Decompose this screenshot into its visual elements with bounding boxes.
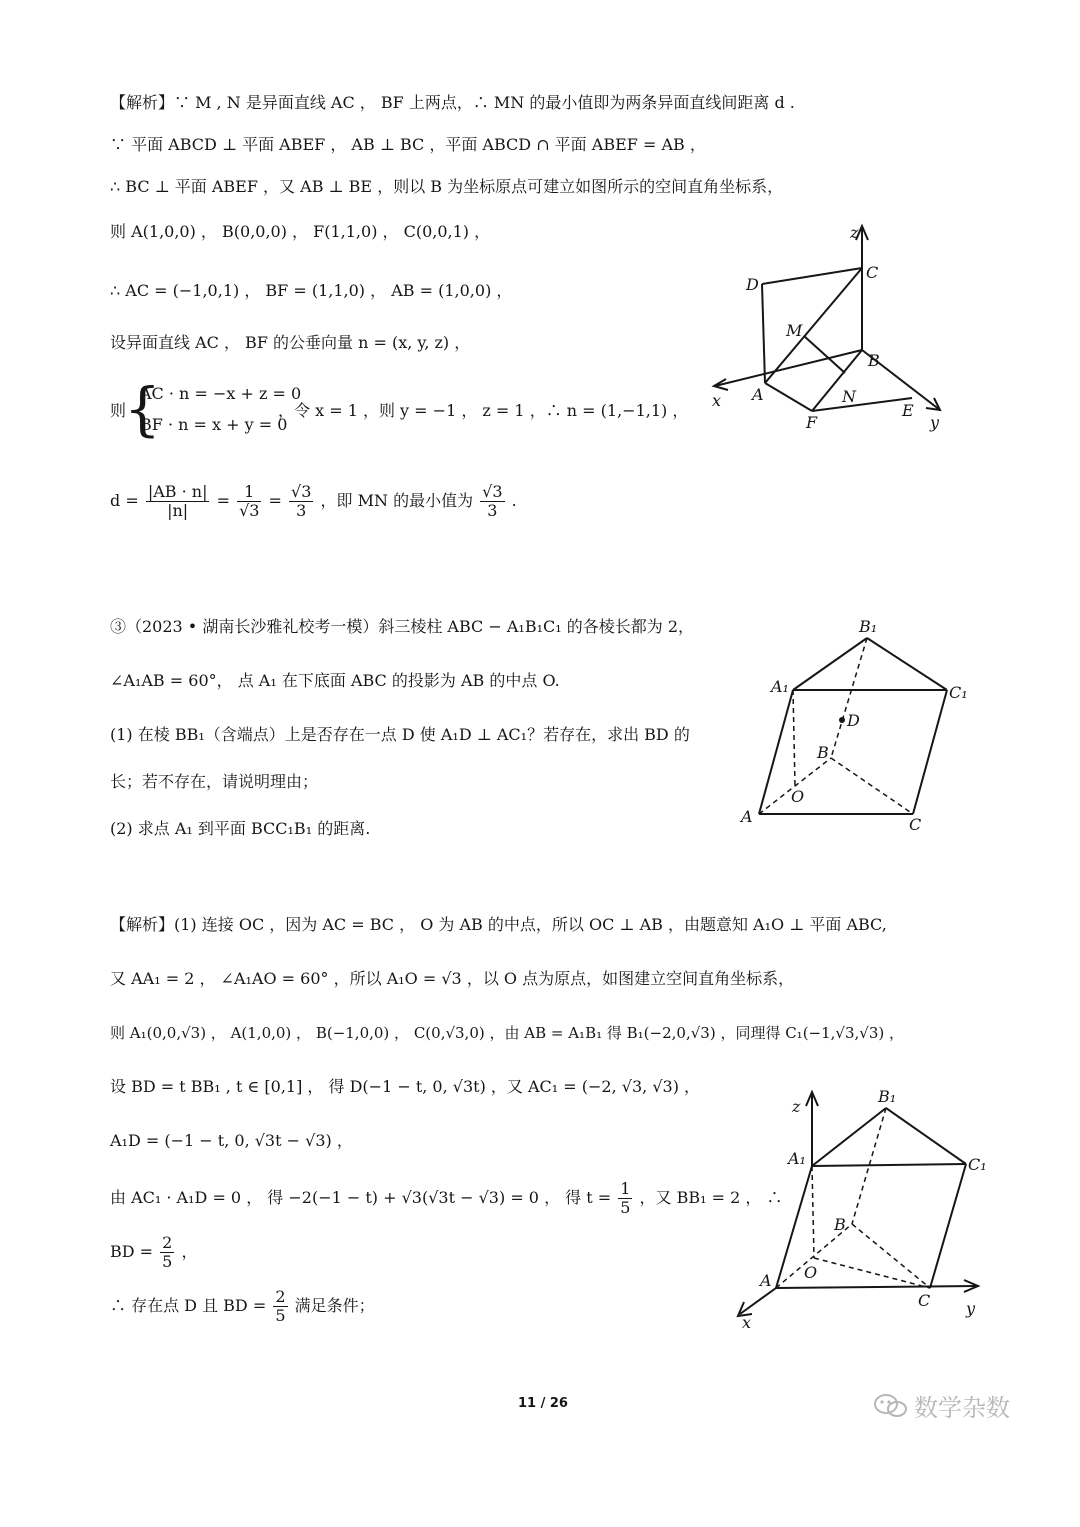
label-B: B [868,351,880,370]
fraction-denominator: 5 [620,1198,631,1217]
sol1-line-1: 【解析】∵ M , N 是异面直线 AC ， BF 上两点，∴ MN 的最小值即为两条异面直线间距离 d . [110,93,795,112]
sol1-line-6: 设异面直线 AC ， BF 的公垂向量 n = (x, y, z) ， [110,333,471,352]
label-A: A [741,807,753,826]
equals-sign: = [268,491,282,510]
label-z: z [792,1097,801,1116]
prob3-line-4: 长；若不存在，请说明理由； [110,772,319,791]
label-B1: B₁ [859,617,878,636]
period: . [511,491,517,510]
system-brace: { [124,375,161,443]
fraction-numerator: 2 [162,1233,173,1252]
conclusion-tail: 满足条件； [294,1296,375,1315]
sol1-line-3: ∴ BC ⊥ 平面 ABEF ，又 AB ⊥ BE ，则以 B 为坐标原点可建立如图所示的空间直角坐标系， [110,177,784,196]
label-x: x [712,391,722,410]
label-C: C [909,815,922,834]
x-axis [740,1288,776,1314]
label-C1: C₁ [949,683,968,702]
distance-fraction [146,483,210,520]
conclusion-text: ∴ 存在点 D 且 BD = [110,1296,267,1315]
wechat-icon [872,1392,910,1420]
label-A: A [760,1271,772,1290]
label-B1: B₁ [878,1087,897,1106]
figure-3-prism-with-axes [730,1082,1000,1332]
equals-sign: = [216,491,230,510]
label-B: B [834,1215,846,1234]
fraction-min-value [480,483,504,520]
fraction-denominator: 3 [296,501,307,520]
distance-numerator: |AB · n| [147,482,208,501]
label-x: x [742,1313,752,1332]
sol1-system-eq2: BF · n = x + y = 0 [140,415,288,434]
fraction-denominator: 5 [162,1252,173,1271]
fraction-numerator: √3 [291,482,312,501]
sol1-system-result: ，令 x = 1 ，则 y = −1 ， z = 1 ，∴ n = (1,−1,1) ， [278,401,689,420]
fraction-t [618,1180,632,1217]
fraction-denominator: √3 [239,501,260,520]
sol1-distance [110,474,517,528]
label-C: C [866,263,879,282]
y-axis [776,1286,976,1288]
segment-A1O-hidden [812,1166,814,1258]
comma: ， [181,1242,198,1261]
edge-A1C1 [812,1164,966,1166]
edge-C1C [930,1164,966,1288]
edge-AF [765,383,812,411]
edge-A1B1 [812,1108,886,1166]
label-C: C [918,1291,931,1310]
sol1-system-eq1: AC · n = −x + z = 0 [140,384,302,403]
sol1-line-4: 则 A(1,0,0) ， B(0,0,0) ， F(1,1,0) ， C(0,0,1) ， [110,222,491,241]
distance-conclusion-text: ，即 MN 的最小值为 [320,491,474,510]
label-A: A [752,385,764,404]
dot-product-equation: 由 AC₁ · A₁D = 0 ， 得 −2(−1 − t) + √3(√3t − √3) = 0 ， 得 t = [110,1188,612,1207]
page-number: 11 / 26 [518,1396,568,1411]
segment-A1O-hidden [793,690,795,786]
sol1-line-2: ∵ 平面 ABCD ⊥ 平面 ABEF ， AB ⊥ BC ，平面 ABCD ∩ 平面 ABEF = AB ， [110,135,706,154]
prob3-line-3: (1) 在棱 BB₁（含端点）上是否存在一点 D 使 A₁D ⊥ AC₁？若存在，求出 BD 的 [110,725,690,744]
label-O: O [791,787,805,806]
sol2-line-7 [110,1230,197,1274]
fraction-denominator: 5 [275,1306,286,1325]
sol2-line-6-tail: ，又 BB₁ = 2 ， ∴ [639,1188,783,1207]
label-y: y [966,1299,976,1318]
sol1-system-prefix: 则 [110,401,127,420]
label-O: O [804,1263,818,1282]
label-D: D [847,711,860,730]
edge-B1C1 [867,638,947,690]
label-D: D [746,275,759,294]
edge-DA [762,284,765,383]
sol2-line-4: 设 BD = t BB₁ , t ∈ [0,1] ， 得 D(−1 − t, 0, √3t) ，又 AC₁ = (−2, √3, √3) ， [110,1077,701,1096]
edge-BC-hidden [852,1224,930,1288]
label-C1: C₁ [968,1155,987,1174]
distance-denominator: |n| [167,501,189,520]
sol2-line-5: A₁D = (−1 − t, 0, √3t − √3) ， [110,1131,353,1150]
prob3-line-5: (2) 求点 A₁ 到平面 BCC₁B₁ 的距离. [110,819,371,838]
prob3-line-1: ③（2023 • 湖南长沙雅礼校考一模）斜三棱柱 ABC − A₁B₁C₁ 的各棱长都为 2， [110,617,694,636]
fraction-numerator: √3 [482,482,503,501]
edge-BC-hidden [831,758,913,814]
fraction-bd [160,1234,174,1271]
label-z: z [850,223,859,242]
fraction-numerator: 1 [620,1179,631,1198]
edge-B1C1 [886,1108,966,1164]
edge-A1B1 [793,638,867,690]
label-E: E [902,401,914,420]
edge-FE [812,398,912,411]
segment-OC-hidden [814,1258,930,1288]
edge-C1C [913,690,947,814]
prob3-line-2: ∠A₁AB = 60°， 点 A₁ 在下底面 ABC 的投影为 AB 的中点 O. [110,671,560,690]
fraction-sqrt3-over-3 [289,483,313,520]
edge-B1B-hidden [831,638,867,758]
fraction-denominator: 3 [487,501,498,520]
fraction-numerator: 1 [237,483,261,502]
edge-A1A [759,690,793,814]
label-B: B [817,743,829,762]
sol2-line-8 [110,1284,375,1328]
fraction-bd-conclusion [273,1288,287,1325]
bd-lhs: BD = [110,1242,154,1261]
sol2-line-1: 【解析】(1) 连接 OC ，因为 AC = BC ， O 为 AB 的中点，所以 OC ⊥ AB ，由题意知 A₁O ⊥ 平面 ABC, [110,915,887,934]
figure-2-oblique-prism [735,608,995,838]
fraction-1-over-sqrt3 [237,483,261,520]
sol2-line-6 [110,1176,783,1220]
edge-AC [765,268,862,383]
watermark-text: 数学杂数 [914,1394,1010,1422]
label-M: M [786,321,803,340]
label-A1: A₁ [788,1149,806,1168]
label-A1: A₁ [771,677,789,696]
segment-MN [804,336,845,373]
label-N: N [842,387,856,406]
sol2-line-2: 又 AA₁ = 2 ， ∠A₁AO = 60° ，所以 A₁O = √3 ，以 O 点为原点，如图建立空间直角坐标系， [110,969,795,988]
fraction-numerator: 2 [275,1287,286,1306]
edge-DC [762,268,862,284]
distance-lhs: d = [110,491,139,510]
point-D [839,717,845,723]
label-F: F [806,413,818,432]
sol1-line-5: ∴ AC = (−1,0,1) ， BF = (1,1,0) ， AB = (1,0,0) ， [110,281,513,300]
sol2-line-3: 则 A₁(0,0,√3) ， A(1,0,0) ， B(−1,0,0) ， C(0,√3,0) ，由 AB = A₁B₁ 得 B₁(−2,0,√3) ，同理得 C₁(−1,√3,√3) ， [110,1024,905,1042]
label-y: y [930,413,940,432]
figure-1-coordinate-diagram [700,218,960,438]
